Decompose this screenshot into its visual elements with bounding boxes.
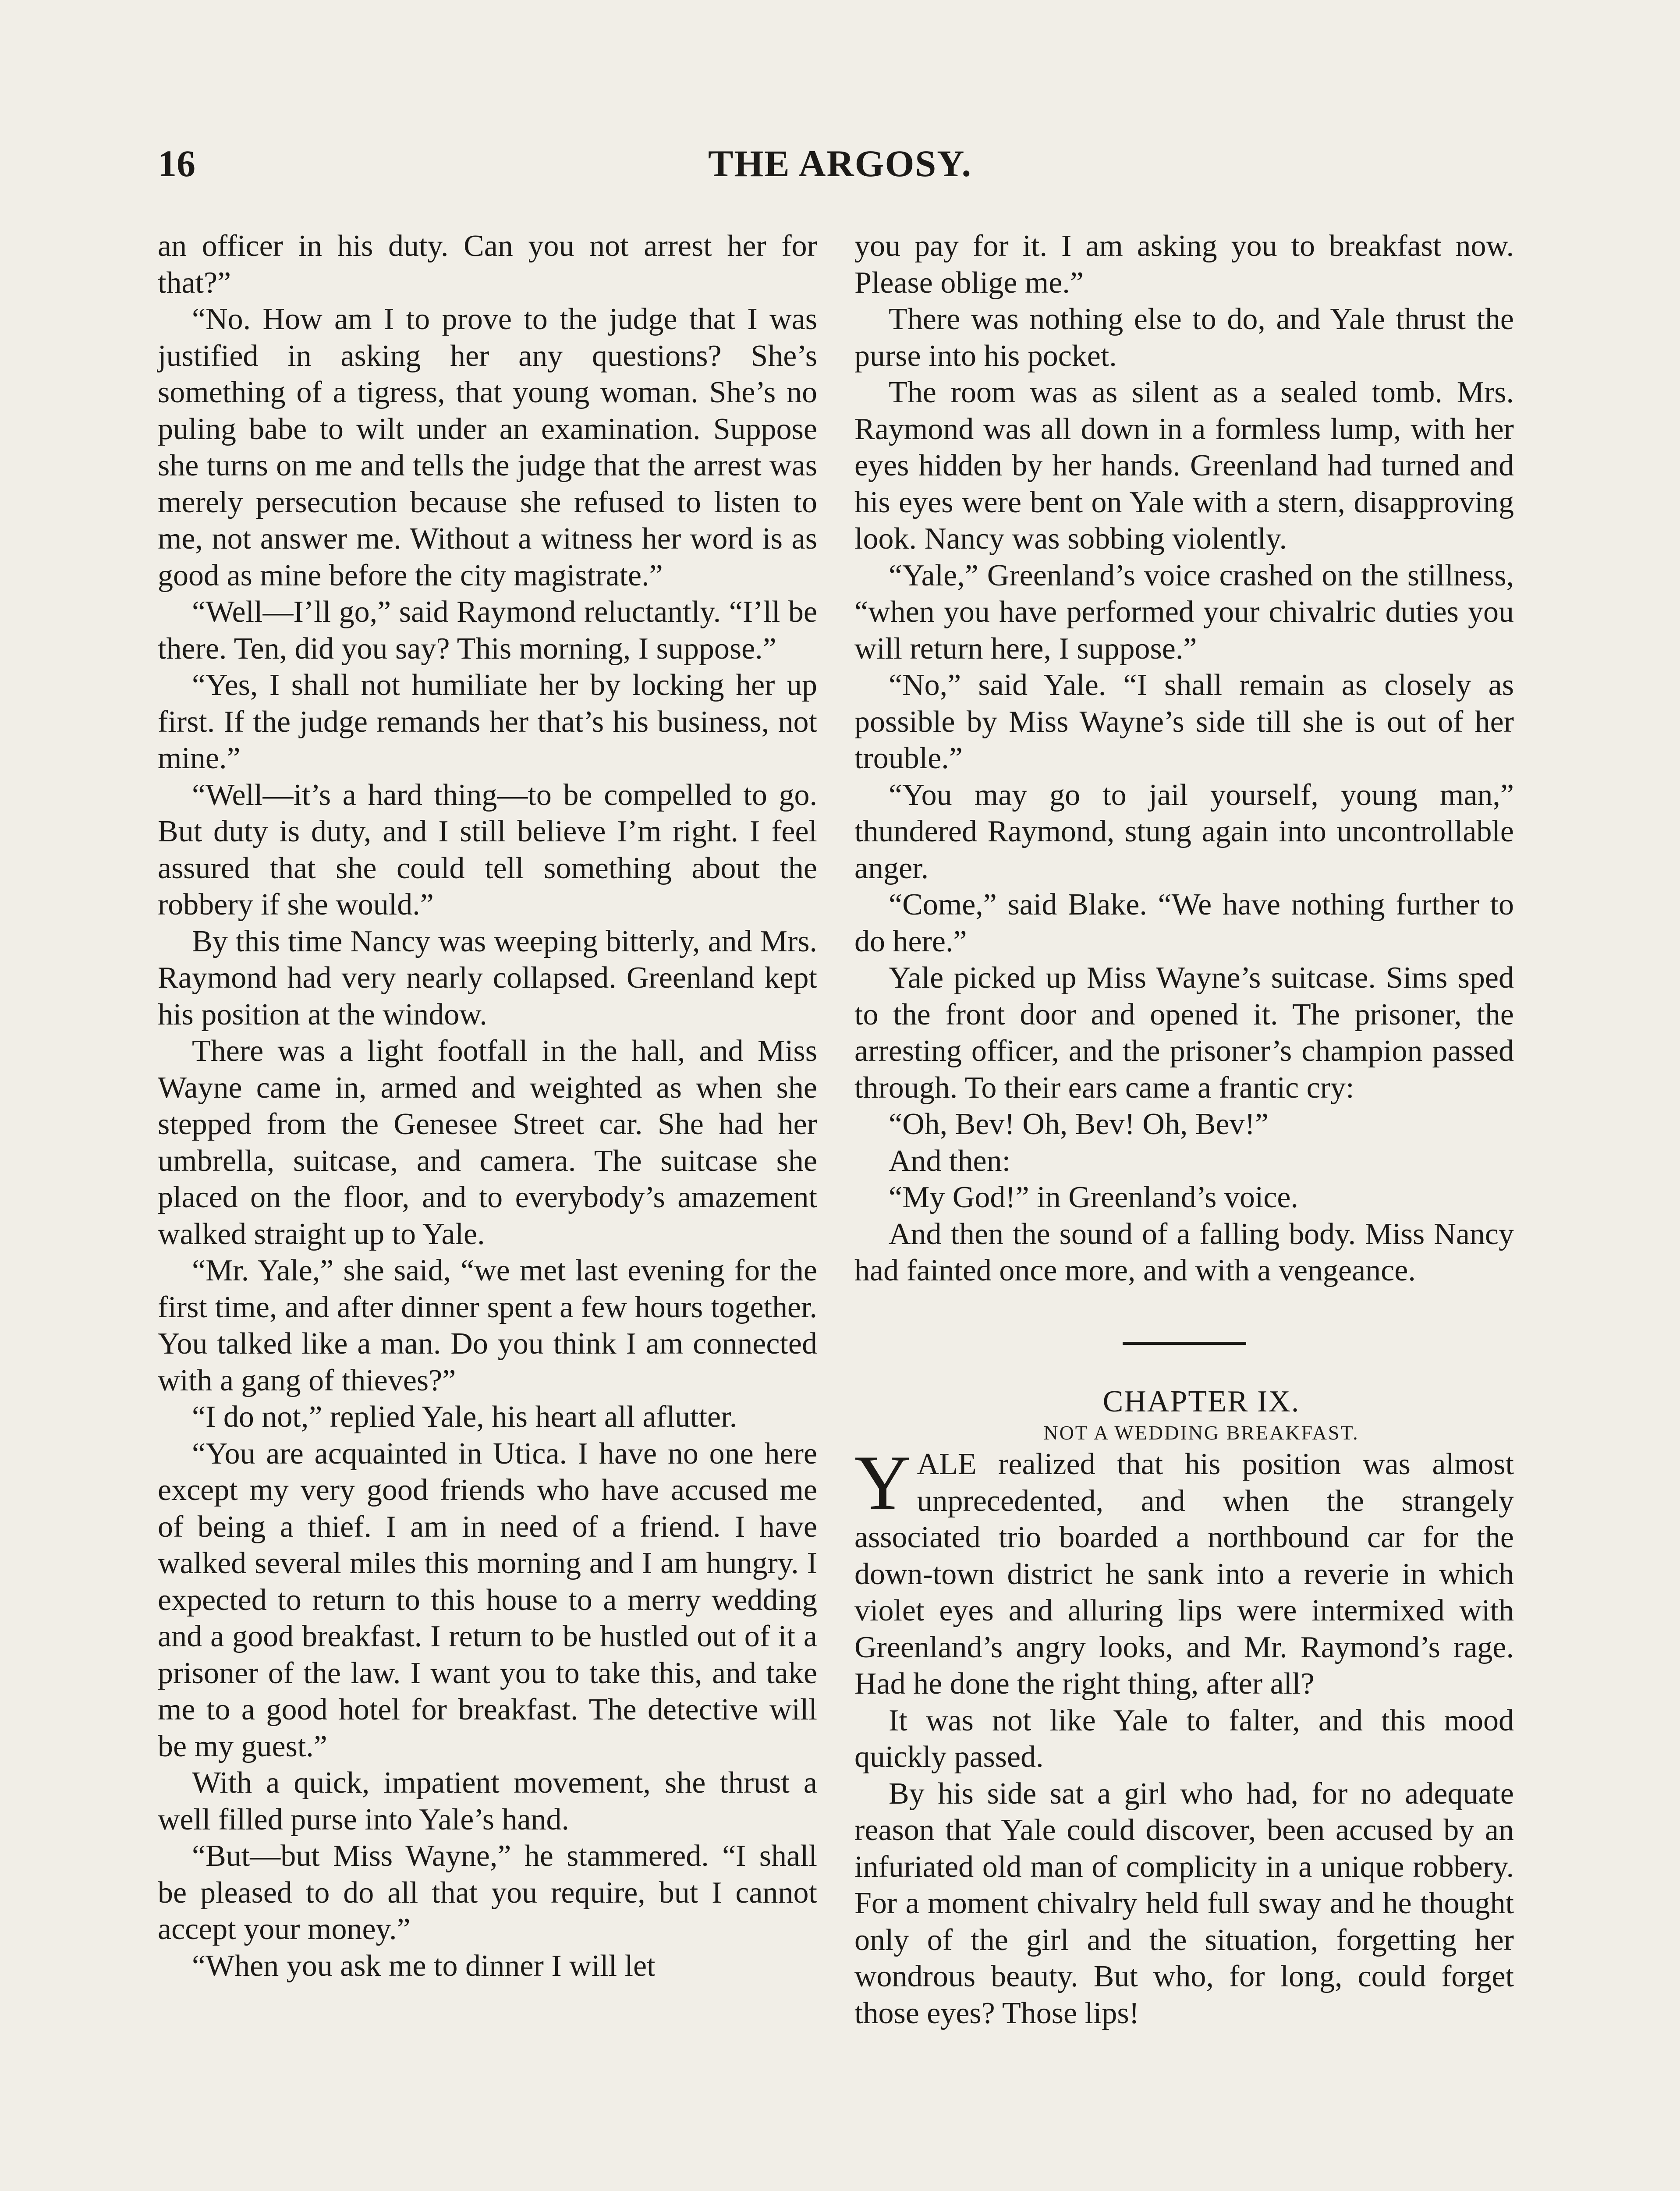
paragraph: Yale picked up Miss Wayne’s suitcase. Sims sped to the front door and opened it. The prisoner, the arresting officer, and the prisoner’s champion passed through. To their ears came a frantic cry:	[854, 961, 1514, 1105]
chapter-opening-text: ALE realized that his position was almost unprecedented, and when the strangely associated trio boarded a northbound car for the down-town district he sank into a reverie in which violet eyes and alluring lips were intermixed with Greenland’s angry looks, and Mr. Raymond’s rage. Had he done the right thing, after all?	[854, 1447, 1514, 1701]
paragraph: “No. How am I to prove to the judge that I was justified in asking her any questions? She’s something of a tigress, that young woman. She’s no puling babe to wilt under an examination. Suppose she turns on me and tells the judge that the arrest was merely persecution because she refused to listen to me, not answer me. Without a witness her word is as good as mine before the city magistrate.”	[158, 302, 817, 592]
paragraph: “Yes, I shall not humiliate her by locking her up first. If the judge remands her that’s his business, not mine.”	[158, 668, 817, 775]
paragraph: With a quick, impatient movement, she thrust a well filled purse into Yale’s hand.	[158, 1766, 817, 1836]
page-number: 16	[158, 142, 195, 184]
left-column	[158, 228, 817, 1984]
drop-cap: Y	[854, 1439, 911, 1526]
paragraph: And then:	[889, 1144, 1011, 1178]
paragraph: “You may go to jail yourself, young man,” thundered Raymond, stung again into uncontrollable anger.	[854, 778, 1514, 885]
chapter-divider-rule	[1123, 1342, 1246, 1345]
paragraph: “When you ask me to dinner I will let	[192, 1949, 656, 1983]
paragraph: And then the sound of a falling body. Miss Nancy had fainted once more, and with a vengeance.	[854, 1217, 1514, 1287]
paragraph: “Well—I’ll go,” said Raymond reluctantly. “I’ll be there. Ten, did you say? This morning, I suppose.”	[158, 595, 817, 666]
paragraph: “But—but Miss Wayne,” he stammered. “I shall be pleased to do all that you require, but I cannot accept your money.”	[158, 1839, 817, 1946]
paragraph: “I do not,” replied Yale, his heart all aflutter.	[192, 1400, 737, 1434]
paragraph: an officer in his duty. Can you not arrest her for that?”	[158, 229, 817, 300]
paragraph: “Mr. Yale,” she said, “we met last evening for the first time, and after dinner spent a few hours together. You talked like a man. Do you think I am connected with a gang of thieves?”	[158, 1254, 817, 1397]
chapter-subtitle: NOT A WEDDING BREAKFAST.	[1043, 1422, 1359, 1444]
paragraph: “Yale,” Greenland’s voice crashed on the stillness, “when you have performed your chivalric duties you will return here, I suppose.”	[854, 558, 1514, 666]
chapter-opening-paragraph	[854, 1439, 1514, 1702]
paragraph: By his side sat a girl who had, for no adequate reason that Yale could discover, been accused by an infuriated old man of complicity in a unique robbery. For a moment chivalry held full sway and he thought only of the girl and the situation, forgetting her wondrous beauty. But who, for long, could forget those eyes? Those lips!	[854, 1776, 1514, 2030]
paragraph: The room was as silent as a sealed tomb. Mrs. Raymond was all down in a formless lump, with her eyes hidden by her hands. Greenland had turned and his eyes were bent on Yale with a stern, disapproving look. Nancy was sobbing violently.	[854, 376, 1514, 556]
paragraph: “Come,” said Blake. “We have nothing further to do here.”	[854, 888, 1514, 958]
paragraph: By this time Nancy was weeping bitterly, and Mrs. Raymond had very nearly collapsed. Greenland kept his position at the window.	[158, 924, 817, 1032]
paragraph: “Well—it’s a hard thing—to be compelled to go. But duty is duty, and I still believe I’m right. I feel assured that she could tell something about the robbery if she would.”	[158, 778, 817, 922]
paragraph: “Oh, Bev! Oh, Bev! Oh, Bev!”	[889, 1107, 1269, 1141]
right-column	[854, 228, 1514, 2031]
paragraph: you pay for it. I am asking you to breakfast now. Please oblige me.”	[854, 229, 1514, 300]
running-title: THE ARGOSY.	[708, 142, 972, 184]
paragraph: There was a light footfall in the hall, and Miss Wayne came in, armed and weighted as when she stepped from the Genesee Street car. She had her umbrella, suitcase, and camera. The suitcase she placed on the floor, and to everybody’s amazement walked straight up to Yale.	[158, 1034, 817, 1251]
paragraph: There was nothing else to do, and Yale thrust the purse into his pocket.	[854, 302, 1514, 373]
paragraph: It was not like Yale to falter, and this mood quickly passed.	[854, 1703, 1514, 1774]
paragraph: “No,” said Yale. “I shall remain as closely as possible by Miss Wayne’s side till she is out of her trouble.”	[854, 668, 1514, 775]
paragraph: “You are acquainted in Utica. I have no one here except my very good friends who have accused me of being a thief. I am in need of a friend. I have walked several miles this morning and I am hungry. I expected to return to this house to a merry wedding and a good breakfast. I return to be hustled out of it a prisoner of the law. I want you to take this, and take me to a good hotel for breakfast. The detective will be my guest.”	[158, 1436, 817, 1763]
chapter-title: CHAPTER IX.	[1102, 1384, 1300, 1418]
paragraph: “My God!” in Greenland’s voice.	[889, 1181, 1298, 1214]
